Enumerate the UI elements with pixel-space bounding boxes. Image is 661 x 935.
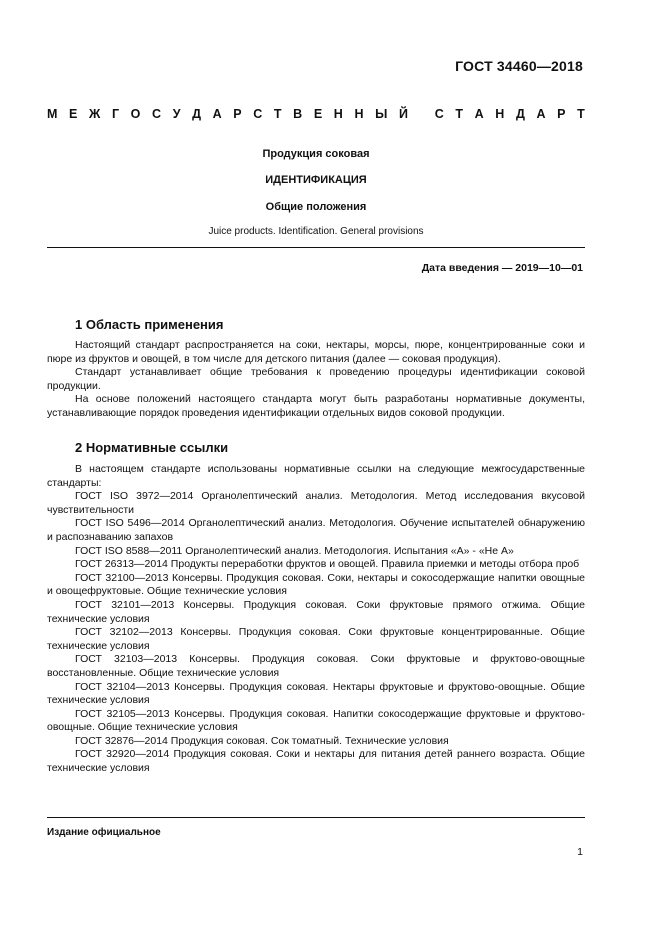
standard-type-letter: Й (398, 107, 408, 121)
section-1-body (47, 339, 585, 421)
standard-type-letter: Ж (89, 107, 101, 121)
title-english: Juice products. Identification. General provisions (208, 226, 424, 237)
section-2-body (47, 463, 585, 776)
reference-item: ГОСТ 32102—2013 Консервы. Продукция соковая. Соки фруктовые концентрированные. Общие технические условия (47, 626, 585, 652)
standard-type-letter: Е (313, 107, 323, 121)
standard-type-letter: Р (557, 107, 566, 121)
paragraph: Настоящий стандарт распространяется на соки, нектары, морсы, пюре, концентрированные соки и пюре из фруктов и овощей, в том числе для детского питания (далее — соковая продукция). (47, 339, 585, 365)
title-general-provisions: Общие положения (265, 201, 367, 213)
reference-item: ГОСТ 32876—2014 Продукция соковая. Сок томатный. Технические условия (75, 734, 449, 747)
section-1-title: 1 Область применения (75, 317, 224, 332)
title-product: Продукция соковая (262, 148, 370, 160)
standard-type-letter: У (172, 107, 181, 121)
title-identification: ИДЕНТИФИКАЦИЯ (265, 174, 367, 186)
reference-item: ГОСТ 26313—2014 Продукты переработки фруктов и овощей. Правила приемки и методы отбора проб (75, 558, 580, 571)
reference-item: ГОСТ 32105—2013 Консервы. Продукция соковая. Напитки сокосодержащие фруктовые и фруктово-овощные. Общие технические условия (47, 707, 585, 734)
section-2-title: 2 Нормативные ссылки (75, 440, 229, 455)
standard-type-letter: Г (111, 107, 120, 121)
standard-type-letter: Д (515, 107, 525, 121)
footer-divider (47, 817, 585, 818)
standard-type-letter: Н (495, 107, 505, 121)
reference-item: ГОСТ 32104—2013 Консервы. Продукция соковая. Нектары фруктовые и фруктово-овощные. Общие технические условия (47, 680, 585, 707)
standard-type-letter: Т (577, 107, 585, 121)
reference-item: ГОСТ 32100—2013 Консервы. Продукция соковая. Соки, нектары и сокосодержащие напитки овощные и овощефруктовые. Общие технические условия (47, 571, 585, 598)
standard-type-letter: Т (273, 107, 282, 121)
standard-type-heading (47, 107, 585, 121)
header-divider (47, 247, 585, 248)
reference-item: ГОСТ 32101—2013 Консервы. Продукция соковая. Соки фруктовые прямого отжима. Общие технические условия (47, 598, 585, 625)
standard-type-letter: Ы (375, 107, 388, 121)
standard-type-letter: В (293, 107, 303, 121)
reference-item: ГОСТ ISO 3972—2014 Органолептический анализ. Методология. Метод исследования вкусовой чувствительности (47, 490, 585, 516)
standard-type-letter: Н (354, 107, 364, 121)
standard-type-letter: А (474, 107, 484, 121)
paragraph: В настоящем стандарте использованы нормативные ссылки на следующие межгосударственные стандарты: (47, 463, 585, 489)
standard-type-letter: Н (333, 107, 343, 121)
paragraph: На основе положений настоящего стандарта могут быть разработаны нормативные документы, устанавливающие порядок проведения идентификации отдельных видов соковой продукции. (47, 393, 585, 419)
standard-type-letter: А (536, 107, 546, 121)
paragraph: Стандарт устанавливает общие требования к проведению процедуры идентификации соковой продукции. (47, 366, 585, 392)
standard-type-letter: Р (233, 107, 242, 121)
standard-type-letter: А (212, 107, 222, 121)
reference-item: ГОСТ ISO 5496—2014 Органолептический анализ. Методология. Обучение испытателей обнаружению и распознаванию запахов (47, 517, 585, 543)
page-number: 1 (577, 846, 583, 858)
standard-type-letter: С (434, 107, 444, 121)
standard-type-letter: О (130, 107, 141, 121)
official-edition-label: Издание официальное (47, 827, 161, 838)
standard-type-letter: С (253, 107, 263, 121)
reference-item: ГОСТ ISO 8588—2011 Органолептический анализ. Методология. Испытания «А» - «Не А» (75, 544, 514, 557)
standard-type-letter: Д (192, 107, 201, 121)
reference-item: ГОСТ 32920—2014 Продукция соковая. Соки и нектары для питания детей раннего возраста. Общие технические условия (47, 748, 585, 775)
gost-number: ГОСТ 34460—2018 (455, 58, 583, 74)
standard-type-letter: С (152, 107, 162, 121)
standard-type-letter: Е (69, 107, 78, 121)
word-gap (420, 107, 423, 121)
reference-item: ГОСТ 32103—2013 Консервы. Продукция соковая. Соки фруктовые и фруктово-овощные восстановленные. Общие технические условия (47, 653, 585, 679)
standard-type-letter: Т (455, 107, 463, 121)
introduction-date: Дата введения — 2019—10—01 (421, 262, 583, 274)
standard-type-letter: М (47, 107, 58, 121)
